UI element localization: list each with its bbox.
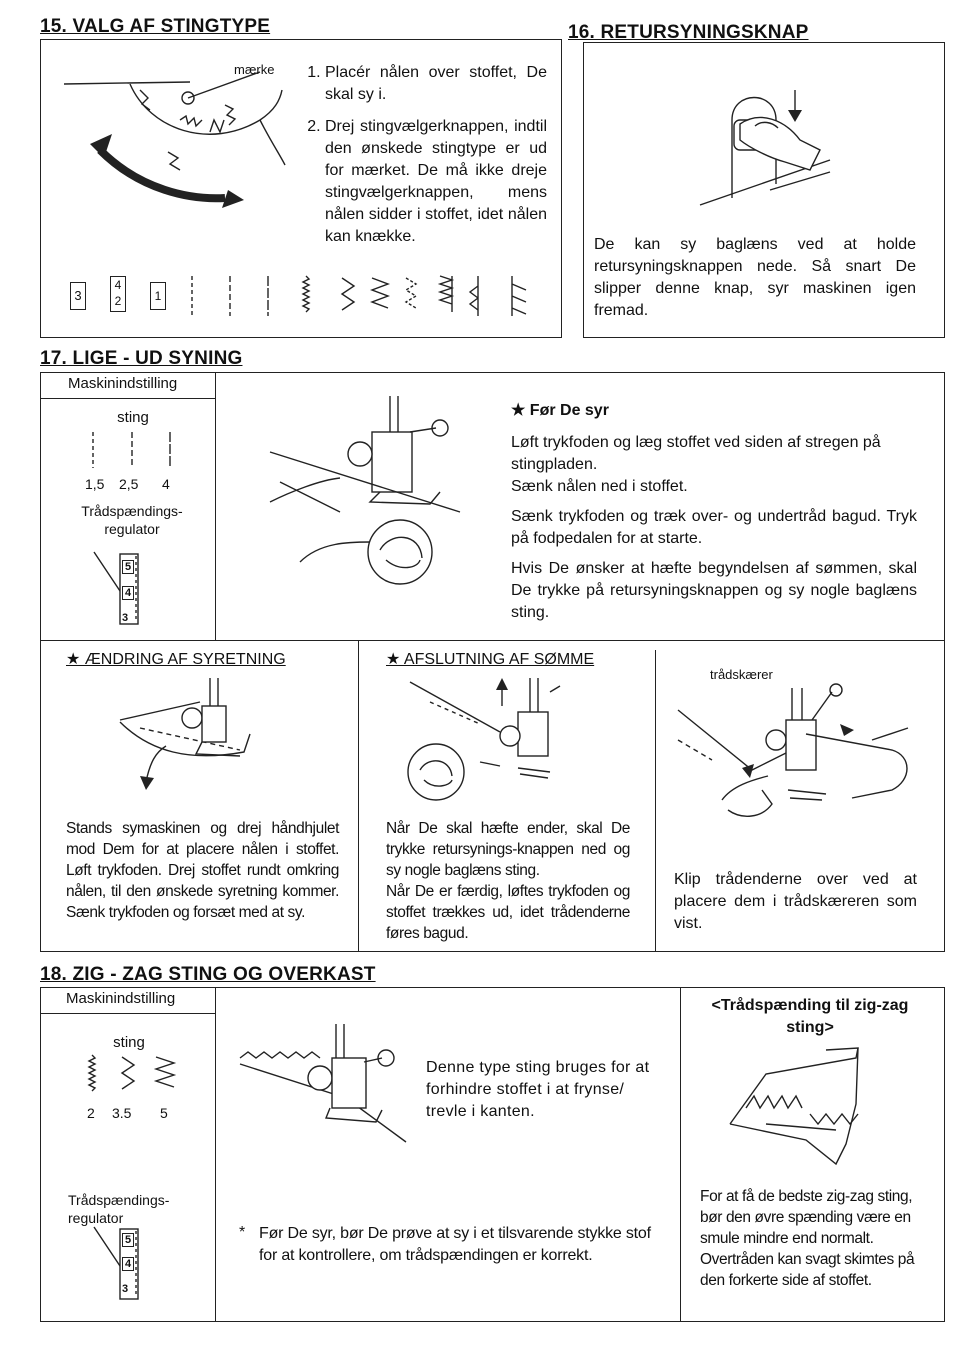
tension-number-5: 5 bbox=[122, 560, 134, 574]
thread-cutter-text: Klip trådenderne over ved at placere dem i trådskæreren som vist. bbox=[674, 871, 917, 932]
step-2: 2. Drej stingvælgerknappen, indtil den ønskede stingtype er ud for mærket. De må ikke dreje stingvælgerknappen, mens nålen sidder i stoffet, idet nålen kan knække. bbox=[325, 116, 547, 248]
zigzag-value-3: 5 bbox=[160, 1105, 168, 1121]
dial-number-2: 2 bbox=[114, 294, 122, 308]
stitch-pattern-icons bbox=[182, 272, 542, 320]
sting-label-18: sting bbox=[113, 1034, 145, 1051]
change-direction-title: ★ ÆNDRING AF SYRETNING bbox=[66, 651, 286, 668]
settings-panel-18 bbox=[40, 987, 216, 1322]
zigzag-usage-text: Denne type sting bruges for at forhindre stoffet i at frynse/ trevle i kanten. bbox=[426, 1059, 650, 1120]
dial-setting-1: 1 bbox=[150, 282, 166, 310]
zigzag-stitch-icons bbox=[86, 1053, 186, 1097]
dial-setting-3: 3 bbox=[70, 282, 86, 310]
tension-dial-icon-18 bbox=[90, 1227, 150, 1302]
stitch-value-3: 4 bbox=[162, 476, 170, 492]
change-direction-illustration bbox=[110, 672, 310, 812]
tension-dial-icon bbox=[90, 552, 150, 627]
tension-number-3: 3 bbox=[122, 612, 129, 624]
zigzag-tension-title: <Trådspænding til zig-zag sting> bbox=[711, 997, 909, 1036]
section-15-heading: 15. VALG AF STINGTYPE bbox=[40, 16, 271, 37]
thread-cutter-label: trådskærer bbox=[710, 667, 773, 682]
dial-setting-4-2 bbox=[110, 276, 126, 312]
before-sewing-para-3: Hvis De ønsker at hæfte begyndelsen af sømmen, skal De trykke på retursyningsknappen og sy nogle baglæns sting. bbox=[511, 560, 917, 621]
sting-label: sting bbox=[117, 409, 149, 426]
finish-seam-illustration bbox=[400, 672, 580, 812]
section-17-heading: 17. LIGE - UD SYNING bbox=[40, 348, 243, 369]
zigzag-fabric-illustration bbox=[726, 1044, 906, 1174]
tension-number-3-18: 3 bbox=[122, 1283, 129, 1295]
zigzag-note-text: Før De syr, bør De prøve at sy i et tilsvarende stykke stof for at kontrollere, om trådspændingen er korrekt. bbox=[259, 1225, 651, 1264]
before-sewing-para-2: Sænk trykfoden og træk over- og undertråd bagud. Tryk på fodpedalen for at starte. bbox=[511, 508, 917, 547]
zigzag-value-1: 2 bbox=[87, 1105, 95, 1121]
zigzag-value-2: 3.5 bbox=[112, 1105, 132, 1121]
finish-seam-text: Når De skal hæfte ender, skal De trykke retursynings-knappen ned og sy nogle baglæns sting. Når De er færdig, løftes trykfoden og stoffet trækkes ud, idet trådenderne føres bagud. bbox=[386, 820, 630, 942]
section-16-heading: 16. RETURSYNINGSKNAP bbox=[568, 22, 809, 43]
settings-header-rule-18 bbox=[40, 1013, 216, 1014]
before-sewing-para-1: Løft trykfoden og læg stoffet ved siden af stregen på stingpladen. Sænk nålen ned i stoffet. bbox=[511, 434, 881, 495]
finish-seam-title: ★ AFSLUTNING AF SØMME bbox=[386, 651, 595, 668]
tension-label-18: Trådspændings- regulator bbox=[68, 1192, 170, 1226]
change-direction-text: Stands symaskinen og drej håndhjulet mod Dem for at placere nålen i stoffet. Løft trykfoden. Drej stoffet rundt omkring nålen, til den ønskede syretning kommer. Sænk trykfoden og forsæt med at sy. bbox=[66, 820, 339, 921]
tension-number-4-18: 4 bbox=[122, 1257, 134, 1271]
settings-header: Maskinindstilling bbox=[68, 375, 178, 392]
zigzag-sewing-illustration bbox=[236, 1018, 426, 1148]
stitch-selector-row bbox=[62, 272, 542, 320]
before-sewing-title: ★ Før De syr bbox=[511, 402, 609, 419]
section-17-divider-1 bbox=[358, 640, 359, 952]
stitch-value-2: 2,5 bbox=[119, 476, 139, 492]
tension-number-5-18: 5 bbox=[122, 1233, 134, 1247]
stitch-dial-illustration bbox=[60, 60, 290, 220]
section-18-divider bbox=[680, 987, 681, 1322]
settings-panel-17 bbox=[40, 372, 216, 640]
zigzag-tension-text: For at få de bedste zig-zag sting, bør den øvre spænding være en smule mindre end normalt. Overtråden kan svagt skimtes på den forkerte side af stoffet. bbox=[700, 1188, 915, 1289]
before-sewing-block bbox=[511, 400, 917, 632]
dial-number-4: 4 bbox=[114, 278, 122, 292]
step-1: 1. Placér nålen over stoffet, De skal sy i. bbox=[325, 62, 547, 106]
section-15-steps bbox=[303, 62, 547, 258]
section-17-lower-rule bbox=[40, 640, 945, 641]
settings-header-18: Maskinindstilling bbox=[66, 990, 176, 1007]
reverse-button-illustration bbox=[690, 80, 840, 210]
zigzag-note-marker: * bbox=[239, 1224, 246, 1241]
tension-label: Trådspændings- regulator bbox=[81, 503, 183, 537]
section-18-heading: 18. ZIG - ZAG STING OG OVERKAST bbox=[40, 964, 376, 985]
section-17-divider-2 bbox=[655, 650, 656, 952]
settings-header-rule bbox=[40, 398, 216, 399]
stitch-value-1: 1,5 bbox=[85, 476, 105, 492]
tension-number-4: 4 bbox=[122, 586, 134, 600]
thread-cutter-illustration bbox=[672, 680, 922, 840]
section-16-text: De kan sy baglæns ved at holde retursyningsknappen nede. Så snart De slipper denne knap, syr maskinen igen fremad. bbox=[594, 236, 916, 319]
sewing-straight-illustration bbox=[260, 392, 470, 622]
straight-stitch-icons bbox=[90, 430, 180, 470]
label-maerke: mærke bbox=[234, 62, 275, 77]
